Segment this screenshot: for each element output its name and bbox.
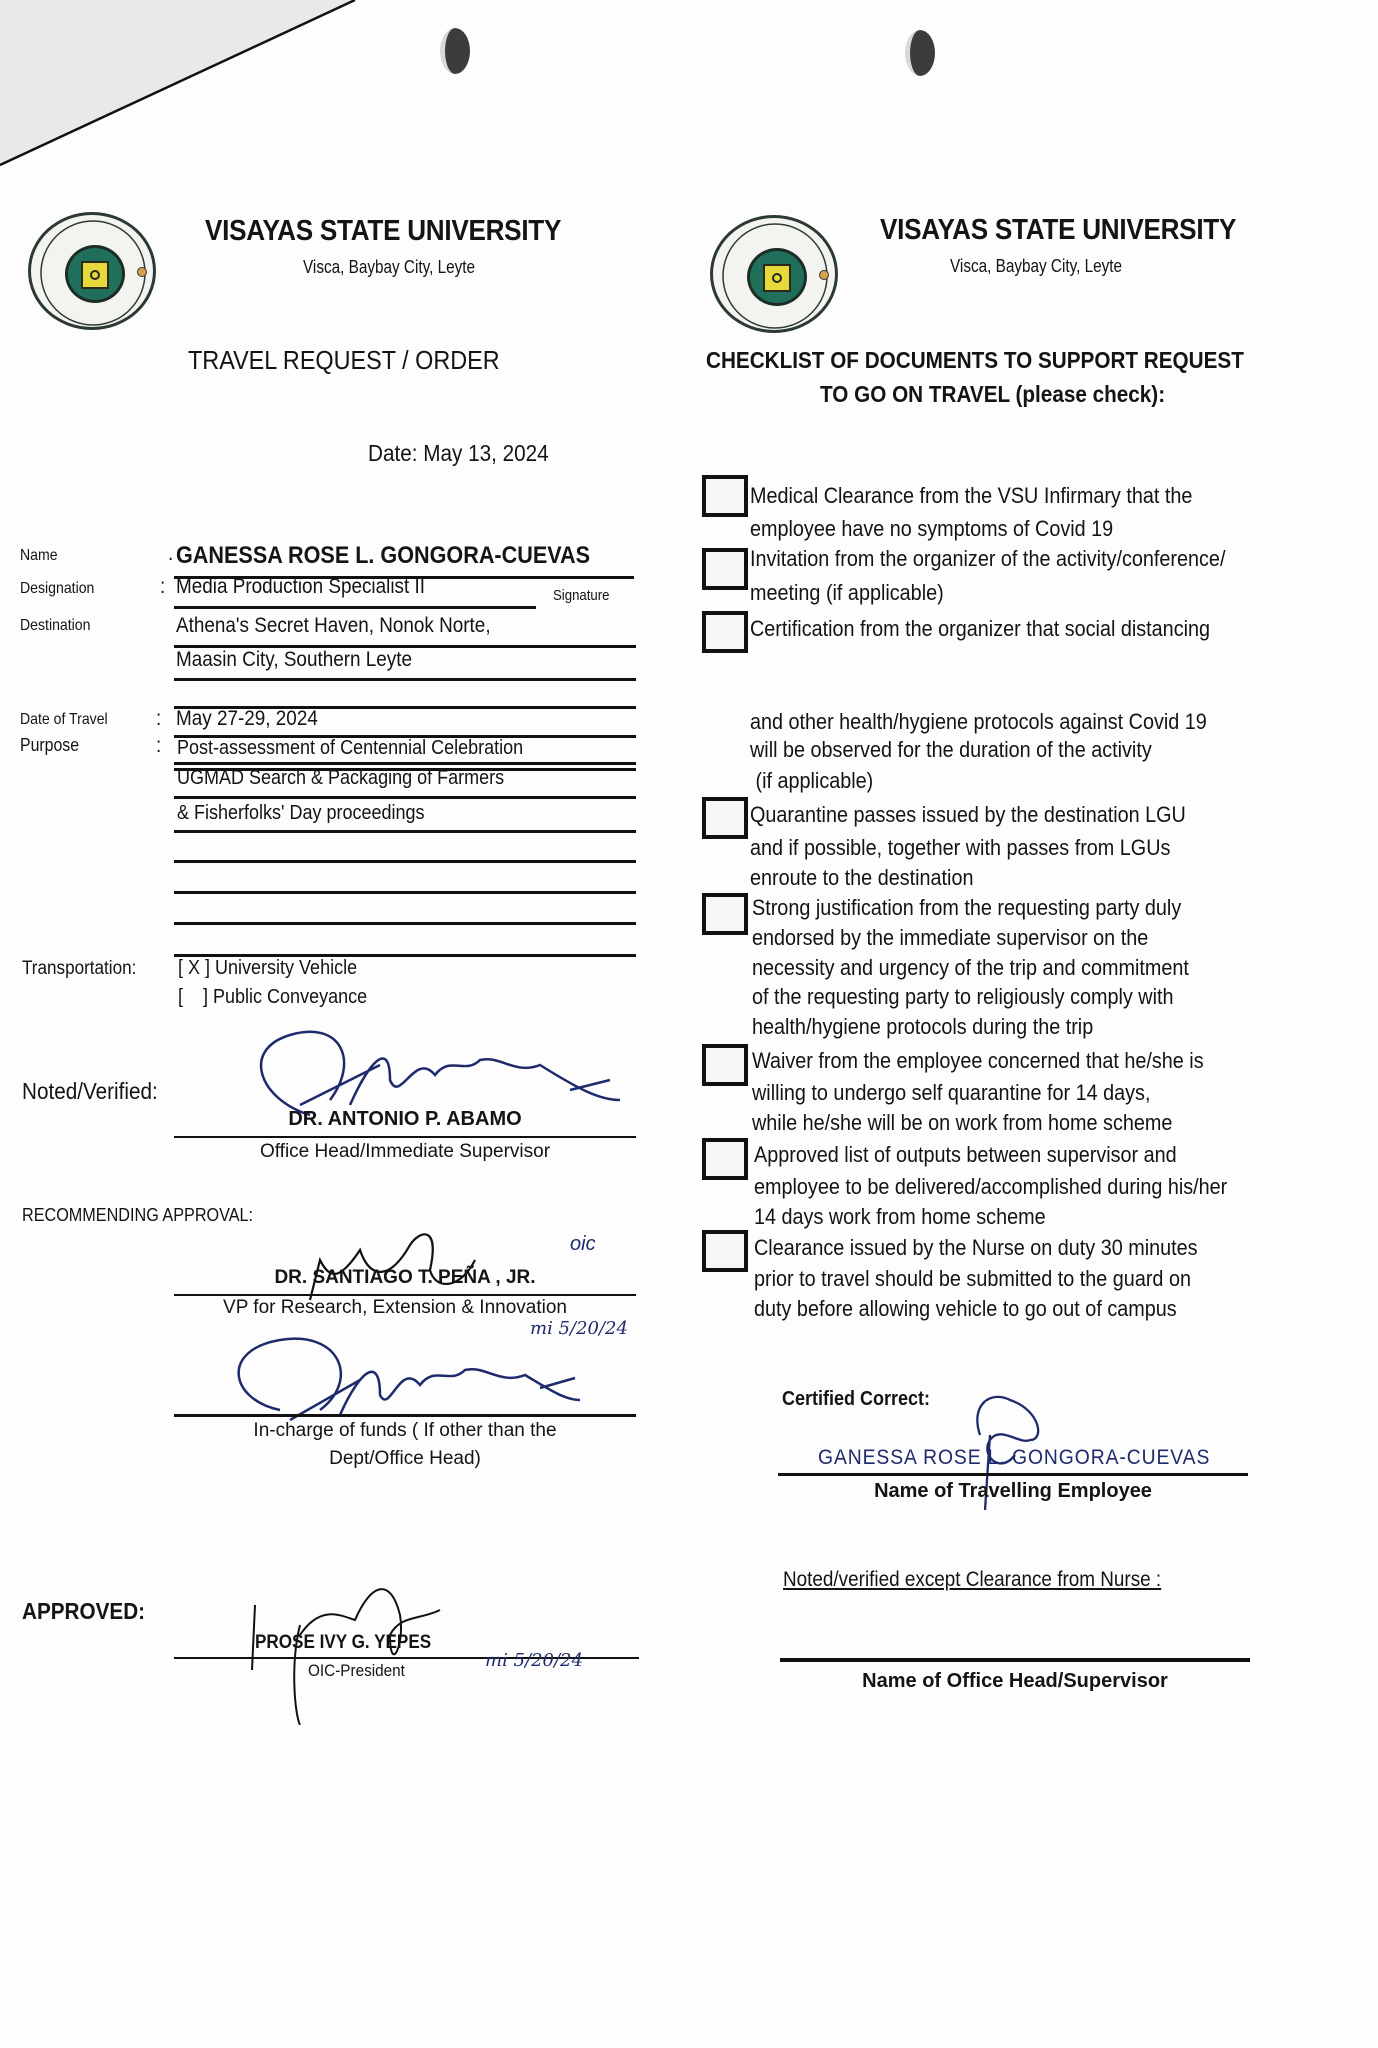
checklist-title-line-1: CHECKLIST OF DOCUMENTS TO SUPPORT REQUEST — [706, 347, 1244, 373]
date-of-travel-label: Date of Travel — [20, 711, 108, 728]
funds-role-line-2: Dept/Office Head) — [329, 1448, 481, 1469]
approved-initial-date: mi 5/20/24 — [485, 1650, 583, 1671]
university-address-right: Visca, Baybay City, Leyte — [950, 256, 1123, 276]
recommending-approval-label: RECOMMENDING APPROVAL: — [22, 1205, 254, 1225]
noted-except-nurse-label: Noted/verified except Clearance from Nurse : — [783, 1568, 1162, 1591]
designation-label: Designation — [20, 580, 95, 597]
approved-signatory-role: OIC-President — [308, 1661, 405, 1680]
university-address: Visca, Baybay City, Leyte — [303, 257, 476, 277]
checklist-checkbox[interactable] — [702, 1230, 748, 1272]
name-label: Name — [20, 547, 58, 564]
checklist-text: and if possible, together with passes from LGUs — [750, 835, 1171, 860]
form-title: TRAVEL REQUEST / ORDER — [188, 345, 500, 375]
date-of-travel-separator: : — [156, 707, 162, 730]
recommending-initial-date: mi 5/20/24 — [530, 1318, 628, 1339]
checklist-text: Medical Clearance from the VSU Infirmary that the — [750, 483, 1193, 508]
checklist-checkbox[interactable] — [702, 475, 748, 517]
checklist-text: duty before allowing vehicle to go out of campus — [754, 1296, 1177, 1321]
university-name: VISAYAS STATE UNIVERSITY — [205, 215, 562, 247]
checklist-text: while he/she will be on work from home scheme — [752, 1110, 1173, 1135]
svg-text:oic: oic — [570, 1233, 596, 1255]
employee-name[interactable]: GANESSA ROSE L. GONGORA-CUEVAS — [176, 542, 591, 569]
checklist-text: endorsed by the immediate supervisor on the — [752, 925, 1149, 950]
certified-correct-label: Certified Correct: — [782, 1388, 931, 1410]
designation-separator: : — [160, 575, 166, 598]
checklist-checkbox[interactable] — [702, 1138, 748, 1180]
destination-line-2[interactable]: Maasin City, Southern Leyte — [176, 648, 413, 671]
checklist-text: 14 days work from home scheme — [754, 1204, 1046, 1229]
checklist-text: enroute to the destination — [750, 865, 974, 890]
checklist-text: necessity and urgency of the trip and commitment — [752, 955, 1189, 980]
checklist-checkbox[interactable] — [702, 1044, 748, 1086]
recommending-signatory-role: VP for Research, Extension & Innovation — [223, 1297, 567, 1318]
checkbox-mark-checked[interactable]: [ X ] — [178, 957, 211, 979]
destination-label: Destination — [20, 617, 91, 634]
checklist-checkbox[interactable] — [702, 611, 748, 653]
checklist-text: Clearance issued by the Nurse on duty 30 minutes — [754, 1235, 1198, 1260]
punch-hole-left — [440, 28, 470, 74]
checklist-text: Strong justification from the requesting party duly — [752, 895, 1182, 920]
university-seal-logo — [28, 212, 156, 330]
university-name-right: VISAYAS STATE UNIVERSITY — [880, 214, 1237, 246]
checklist-text: meeting (if applicable) — [750, 580, 944, 605]
checklist-text: Approved list of outputs between supervisor and — [754, 1142, 1177, 1167]
transport-option-label: Public Conveyance — [213, 986, 368, 1008]
checklist-text: prior to travel should be submitted to the guard on — [754, 1266, 1191, 1291]
checklist-checkbox[interactable] — [702, 797, 748, 839]
transportation-label: Transportation: — [22, 958, 137, 979]
checklist-text: (if applicable) — [750, 768, 874, 793]
checkbox-mark-unchecked[interactable]: [ ] — [178, 986, 209, 1008]
noted-signatory-name: DR. ANTONIO P. ABAMO — [288, 1108, 522, 1130]
checklist-text: Quarantine passes issued by the destination LGU — [750, 802, 1186, 827]
checklist-checkbox[interactable] — [702, 893, 748, 935]
checklist-title-line-2: TO GO ON TRAVEL (please check): — [820, 381, 1166, 407]
checklist-text: Waiver from the employee concerned that he/she is — [752, 1048, 1204, 1073]
designation-value[interactable]: Media Production Specialist II — [176, 575, 425, 598]
date-of-travel-value[interactable]: May 27-29, 2024 — [176, 707, 318, 730]
checklist-checkbox[interactable] — [702, 548, 748, 590]
noted-signatory-role: Office Head/Immediate Supervisor — [259, 1141, 551, 1162]
university-seal-logo-right — [710, 215, 838, 333]
request-date: Date: May 13, 2024 — [368, 440, 549, 466]
checklist-text: and other health/hygiene protocols against Covid 19 — [750, 709, 1207, 734]
checklist-text: employee have no symptoms of Covid 19 — [750, 516, 1114, 541]
transport-option-label: University Vehicle — [215, 957, 358, 979]
purpose-separator: : — [156, 734, 162, 757]
checklist-text: Certification from the organizer that social distancing — [750, 616, 1211, 641]
transport-option-university-vehicle[interactable] — [178, 957, 357, 980]
checklist-text: will be observed for the duration of the activity — [750, 737, 1152, 762]
checklist-text: of the requesting party to religiously comply with — [752, 984, 1174, 1009]
signature-label: Signature — [553, 587, 610, 604]
name-separator: . — [168, 542, 174, 565]
folded-corner — [0, 0, 360, 170]
checklist-text: Invitation from the organizer of the activity/conference/ — [750, 546, 1226, 571]
checklist-text: willing to undergo self quarantine for 14 days, — [752, 1080, 1151, 1105]
purpose-line-3[interactable]: & Fisherfolks' Day proceedings — [177, 802, 425, 824]
punch-hole-right — [905, 30, 935, 76]
purpose-line-2[interactable]: UGMAD Search & Packaging of Farmers — [177, 767, 505, 789]
purpose-label: Purpose — [20, 735, 80, 755]
travelling-employee-role: Name of Travelling Employee — [874, 1480, 1152, 1502]
destination-line-1[interactable]: Athena's Secret Haven, Nonok Norte, — [176, 614, 491, 637]
checklist-text: health/hygiene protocols during the trip — [752, 1014, 1094, 1039]
funds-role-line-1: In-charge of funds ( If other than the — [253, 1420, 557, 1441]
approved-label: APPROVED: — [22, 1598, 146, 1624]
purpose-line-1[interactable]: Post-assessment of Centennial Celebration — [177, 737, 524, 759]
transport-option-public-conveyance[interactable] — [178, 986, 367, 1009]
approved-signatory-name: PROSE IVY G. YEPES — [255, 1632, 432, 1653]
office-head-role: Name of Office Head/Supervisor — [862, 1670, 1168, 1692]
handwritten-employee-name: GANESSA ROSE L. GONGORA-CUEVAS — [818, 1446, 1211, 1469]
checklist-text: employee to be delivered/accomplished during his/her — [754, 1174, 1228, 1199]
recommending-signatory-name: DR. SANTIAGO T. PEÑA , JR. — [274, 1267, 536, 1288]
noted-verified-label: Noted/Verified: — [22, 1078, 158, 1104]
